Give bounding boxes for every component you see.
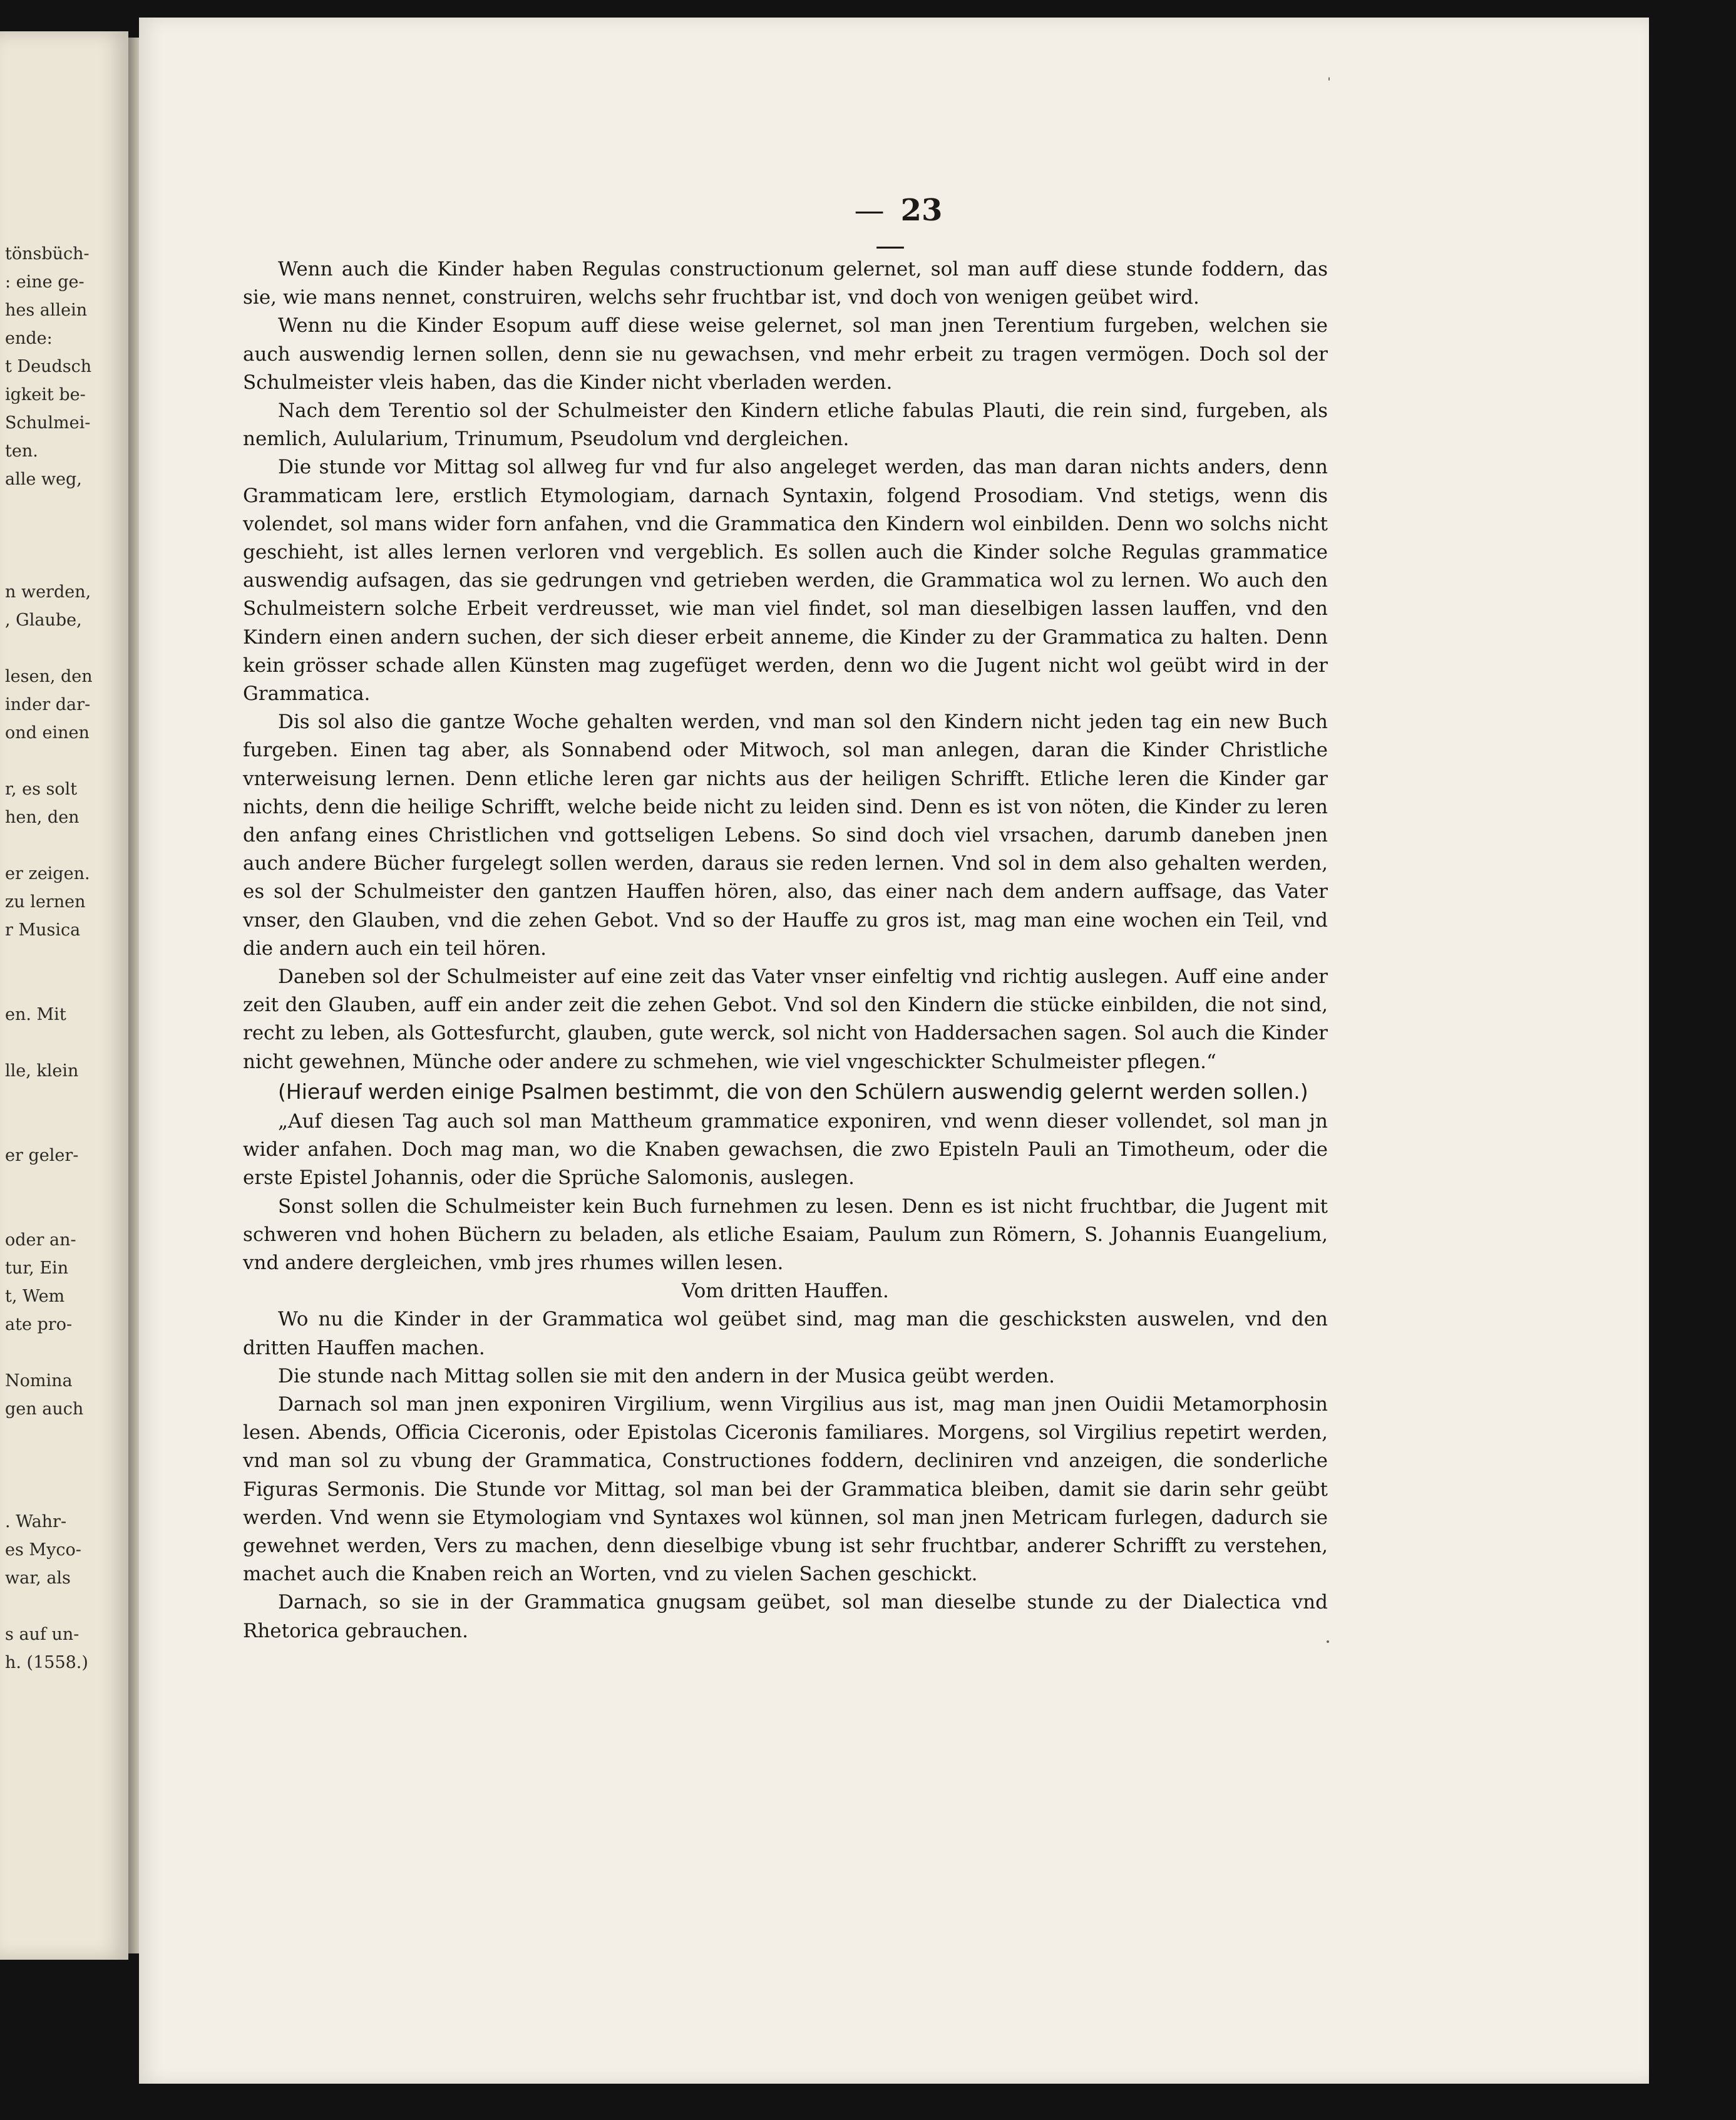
left-fragment: war, als <box>5 1568 71 1588</box>
paragraph: Wenn nu die Kinder Esopum auff diese weise gelernet, sol man jnen Terentium furgeben, welchen sie auch auswendig lernen sollen, denn sie nu gewachsen, vnd mehr erbeit zu tragen vermögen. Doch sol der Schulmeister vleis haben, das die Kinder nicht vberladen werden. <box>243 314 1328 394</box>
paragraph: „Auf diesen Tag auch sol man Mattheum grammatice exponiren, vnd wenn dieser vollendet, sol man jn wider anfahen. Doch mag man, wo die Knaben gewachsen, die zwo Episteln Pauli an Timotheum, oder die erste Epistel Johannis, oder die Sprüche Salomonis, auslegen. <box>243 1109 1328 1190</box>
paragraph: Daneben sol der Schulmeister auf eine zeit das Vater vnser einfeltig vnd richtig auslegen. Auff eine ander zeit den Glauben, auff ein ander zeit die zehen Gebot. Vnd sol den Kindern die stücke einbilden, die not sind, recht zu leben, als Gottesfurcht, glauben, gute werck, sol nicht von Haddersachen sagen. Sol auch die Kinder nicht gewehnen, Münche oder andere zu schmehen, wie viel vngeschickter Schulmeister pflegen.“ <box>243 965 1328 1073</box>
left-fragment: ond einen <box>5 723 90 743</box>
left-fragment: Schulmei- <box>5 413 91 433</box>
left-fragment: t, Wem <box>5 1287 65 1306</box>
left-fragment: ende: <box>5 329 53 348</box>
page-number-dash-right: — <box>875 228 905 263</box>
left-fragment: Nomina <box>5 1371 73 1391</box>
left-fragment: alle weg, <box>5 470 82 489</box>
page-number-dash-left: — <box>854 193 885 228</box>
left-fragment: tur, Ein <box>5 1258 69 1278</box>
paragraph: Darnach sol man jnen exponiren Virgilium, wenn Virgilius aus ist, mag man jnen Ouidii Metamorphosin lesen. Abends, Officia Ciceronis, oder Epistolas Ciceronis familiares. Morgens, sol Virgilius repetirt werden, vnd man sol zu vbung der Grammatica, Constructiones foddern, decliniren vnd anzeigen, die sonderliche Figuras Sermonis. Die Stunde vor Mittag, sol man bei der Grammatica bleiben, damit sie darin sehr geübt werden. Vnd wenn sie Etymologiam vnd Syntaxes wol künnen, sol man jnen Metricam furlegen, dadurch sie gewehnet werden, Vers zu machen, denn dieselbige vbung ist sehr fruchtbar, anderer Schrifft zu verstehen, machet auch die Knaben reich an Worten, vnd zu vielen Sachen geschickt. <box>243 1392 1328 1586</box>
left-fragment: es Myco- <box>5 1540 81 1560</box>
left-fragment: ten. <box>5 441 38 461</box>
left-fragment: lle, klein <box>5 1061 79 1081</box>
left-fragment: inder dar- <box>5 695 91 714</box>
paragraph: Die stunde nach Mittag sollen sie mit den andern in der Musica geübt werden. <box>278 1364 1055 1387</box>
left-fragment: , Glaube, <box>5 610 82 630</box>
left-fragment: lesen, den <box>5 667 93 686</box>
left-fragment: gen auch <box>5 1399 84 1419</box>
left-fragment: er geler- <box>5 1146 79 1165</box>
left-fragment: r, es solt <box>5 780 78 799</box>
left-fragment: s auf un- <box>5 1625 80 1644</box>
left-fragment: oder an- <box>5 1230 76 1250</box>
body-text <box>243 255 1328 1645</box>
left-fragment: er zeigen. <box>5 864 90 883</box>
paragraph: Wo nu die Kinder in der Grammatica wol geübet sind, mag man die geschicksten auswelen, vnd den dritten Hauffen machen. <box>243 1308 1328 1359</box>
left-fragment: hes allein <box>5 301 88 320</box>
left-fragment: zu lernen <box>5 892 86 912</box>
main-page <box>139 18 1649 2084</box>
editor-note: (Hierauf werden einige Psalmen bestimmt, die von den Schülern auswendig gelernt werden sollen.) <box>278 1079 1308 1104</box>
paper-speck <box>1327 1640 1329 1643</box>
page-number <box>828 193 953 263</box>
page-number-value: 23 <box>900 193 943 228</box>
left-page <box>0 31 128 1960</box>
left-fragment: ate pro- <box>5 1315 73 1334</box>
left-fragment: h. (1558.) <box>5 1653 88 1672</box>
paragraph: Wenn auch die Kinder haben Regulas constructionum gelernet, sol man auff diese stunde foddern, das sie, wie mans nennet, construiren, welchs sehr fruchtbar ist, vnd doch von wenigen geübet wird. <box>243 258 1328 309</box>
paragraph: Darnach, so sie in der Grammatica gnugsam geübet, sol man dieselbe stunde zu der Dialectica vnd Rhetorica gebrauchen. <box>243 1591 1328 1642</box>
section-heading: Vom dritten Hauffen. <box>682 1280 889 1303</box>
paper-speck <box>1328 77 1330 81</box>
paragraph: Dis sol also die gantze Woche gehalten werden, vnd man sol den Kindern nicht jeden tag ein new Buch furgeben. Einen tag aber, als Sonnabend oder Mitwoch, sol man anlegen, daran die Kinder Christliche vnterweisung lernen. Denn etliche leren gar nichts aus der heiligen Schrifft. Etliche leren die Kinder gar nichts, denn die heilige Schrifft, welche beide nicht zu leiden sind. Denn es ist von nöten, die Kinder zu leren den anfang eines Christlichen vnd gottseligen Lebens. So sind doch viel vrsachen, darumb daneben jnen auch andere Bücher furgelegt sollen werden, daraus sie reden lernen. Vnd sol in dem also gehalten werden, es sol der Schulmeister den gantzen Hauffen hören, also, das einer nach dem andern auffsage, das Vater vnser, den Glauben, vnd die zehen Gebot. Vnd so der Hauffe zu gros ist, mag man eine wochen ein Teil, vnd die andern auch ein teil hören. <box>243 711 1328 960</box>
left-fragment: en. Mit <box>5 1005 66 1024</box>
left-fragment: igkeit be- <box>5 385 86 404</box>
paragraph: Nach dem Terentio sol der Schulmeister den Kindern etliche fabulas Plauti, die rein sind, furgeben, als nemlich, Aulularium, Trinumum, Pseudolum vnd dergleichen. <box>243 399 1328 451</box>
left-fragment: t Deudsch <box>5 357 92 376</box>
left-fragment: . Wahr- <box>5 1512 67 1531</box>
left-fragment: : eine ge- <box>5 272 85 292</box>
left-fragment: hen, den <box>5 808 80 827</box>
paragraph: Sonst sollen die Schulmeister kein Buch furnehmen zu lesen. Denn es ist nicht fruchtbar, die Jugent mit schweren vnd hohen Büchern zu beladen, als etliche Esaiam, Paulum zun Römern, S. Johannis Euangelium, vnd andere dergleichen, vmb jres rhumes willen lesen. <box>243 1195 1328 1274</box>
paragraph: Die stunde vor Mittag sol allweg fur vnd fur also angeleget werden, das man daran nichts anders, denn Grammaticam lere, erstlich Etymologiam, darnach Syntaxin, folgend Prosodiam. Vnd stetigs, wenn dis volendet, sol mans wider forn anfahen, vnd die Grammatica den Kindern wol einbilden. Denn wo solchs nicht geschieht, ist alles lernen verloren vnd vergeblich. Es sollen auch die Kinder solche Regulas grammatice auswendig aufsagen, das sie gedrungen vnd getrieben werden, die Grammatica wol zu lernen. Wo auch den Schulmeistern solche Erbeit verdreusset, wie man viel findet, sol man dieselbigen lassen lauffen, vnd den Kindern einen andern suchen, der sich dieser erbeit anneme, die Kinder zu der Grammatica zu halten. Denn kein grösser schade allen Künsten mag zugefüget werden, denn wo die Jugent nicht wol geübt wird in der Grammatica. <box>243 456 1328 706</box>
left-fragment: r Musica <box>5 920 81 940</box>
left-fragment: n werden, <box>5 582 91 602</box>
left-fragment: tönsbüch- <box>5 244 90 264</box>
